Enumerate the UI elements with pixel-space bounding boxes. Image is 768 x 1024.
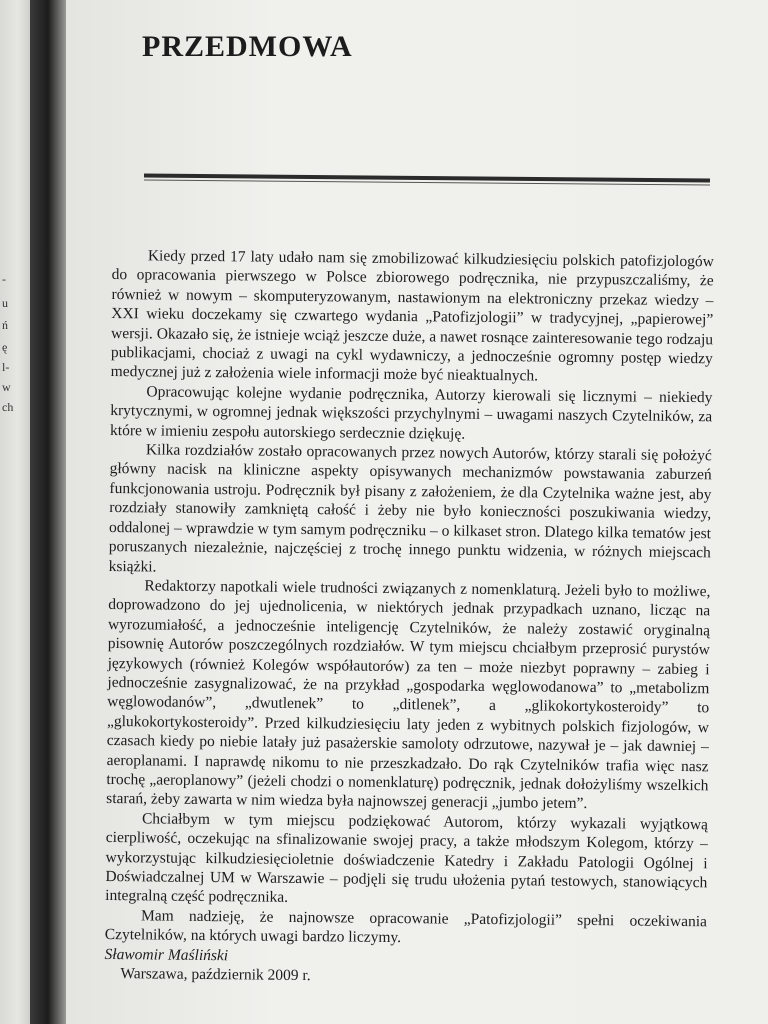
paragraph: Opracowując kolejne wydanie podręcznika, Autorzy kierowali się licznymi – niekiedy krytycznymi, w ogromnej jednak większości przychylnymi – uwagami naszych Czytelników, za które w imieniu zespołu autorskiego serdecznie dziękuję. xyxy=(109,383,713,443)
book-gutter xyxy=(30,0,66,1024)
book-page xyxy=(66,0,768,1024)
signature: Sławomir Maśliński xyxy=(104,945,229,964)
left-page-fragment: ch xyxy=(2,400,14,414)
paragraph: Redaktorzy napotkali wiele trudności związanych z nomenklaturą. Jeżeli było to możliwe, doprowadzono do jej ujednolicenia, w niektórych jednak przypadkach uznano, licząc na wyrozumiałość, a jednocześnie inteligencję Czytelników, że należy zostawić oryginalną pisownię Autorów poszczególnych rozdziałów. W tym miejscu chciałbym przeprosić purystów językowych (również Kolegów współautorów) za ten – może niezbyt poprawny – zabieg i jednocześnie zasygnalizować, że na przykład „gospodarka węglowodanowa” to „metabolizm węglowodanów”, „dwutlenek” to „ditlenek”, a „glikokortykosteroidy” to „glukokortykosteroidy”. Przed kilkudziesięciu laty jeden z wybitnych polskich fizjologów, w czasach kiedy po niebie latały już pasażerskie samoloty odrzutowe, nazywał je – jak dawniej – aeroplanami. I naprawdę nikomu to nie przeszkadzało. Do rąk Czytelników trafia więc nasz trochę „aeroplanowy” (jeżeli chodzi o nomenklaturę) podręcznik, jednak dołożyliśmy wszelkich starań, żeby zawarta w nim wiedza była najnowszej generacji „jumbo jetem”. xyxy=(106,577,711,813)
left-page-fragment: u xyxy=(2,296,8,310)
left-page-fragment: ń xyxy=(2,318,8,332)
left-page-fragment: - xyxy=(2,272,6,286)
left-page-edge xyxy=(0,0,30,1024)
page-title: PRZEDMOWA xyxy=(142,30,353,63)
paragraph: Mam nadzieję, że najnowsze opracowanie „Patofizjologii” spełni oczekiwania Czytelników, na których uwagi bardzo liczymy. xyxy=(104,907,708,947)
paragraph: Kilka rozdziałów zostało opracowanych przez nowych Autorów, którzy starali się położyć główny nacisk na kliniczne aspekty opisywanych mechanizmów powstawania zaburzeń funkcjonowania ustroju. Podręcznik był pisany z założeniem, że dla Czytelnika ważne jest, aby rozdziały stanowiły zamkniętą całość i żeby nie było konieczności poszukiwania wiedzy, oddalonej – wprawdzie w tym samym podręczniku – o kilkaset stron. Dlatego kilka tematów jest poruszanych niezależnie, najczęściej z trochę innego punktu widzenia, w różnych miejscach książki. xyxy=(108,441,712,575)
place-date: Warszawa, październik 2009 r. xyxy=(120,965,311,985)
paragraph: Chciałbym w tym miejscu podziękować Autorom, którzy wykazali wyjątkową cierpliwość, oczekując na sfinalizowanie swojej pracy, a także młodszym Kolegom, którzy – wykorzystując kilkudziesięcioletnie doświadczenie Katedry i Zakładu Patologii Ogólnej i Doświadczalnej UM w Warszawie – podjęli się trudu ułożenia pytań testowych, stanowiących integralną część podręcznika. xyxy=(105,810,709,907)
left-page-fragment: ę xyxy=(2,340,8,354)
left-page-fragment: l- xyxy=(2,360,10,374)
left-page-fragment: w xyxy=(2,380,11,394)
paragraph: Kiedy przed 17 laty udało nam się zmobilizować kilkudziesięciu polskich patofizjologów do opracowania pierwszego w Polsce zbiorowego podręcznika, nie przypuszczaliśmy, że również w nowym – skomputeryzowanym, nastawionym na elektroniczny przekaz wiedzy – XXI wieku doczekamy się czwartego wydania „Patofizjologii” w tradycyjnej, „papierowej” wersji. Okazało się, że istnieje wciąż jeszcze duże, a nawet rosnące zainteresowanie tego rodzaju publikacjami, chociaż z uwagi na cykl wydawniczy, a jednocześnie ogromny postęp wiedzy medycznej już z założenia wiele informacji może być nieaktualnych. xyxy=(110,247,714,385)
body-text xyxy=(104,246,714,990)
